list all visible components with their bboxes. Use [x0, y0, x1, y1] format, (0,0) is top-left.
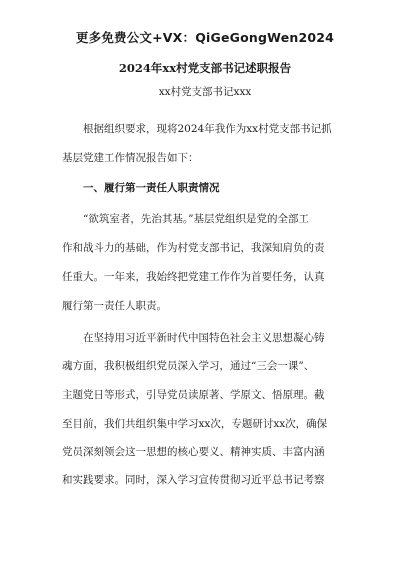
promo-banner: 更多免费公文+VX：QiGeGongWen2024 [75, 30, 335, 45]
paragraph-line: 主题党日等形式，引导党员读原著、学原文、悟原理。截 [62, 389, 325, 401]
paragraph-line: 作和战斗力的基础，作为村党支部书记，我深知肩负的责 [62, 242, 325, 254]
paragraph-line: 和实践要求。同时，深入学习宣传贯彻习近平总书记考察 [62, 474, 325, 486]
paragraph-line: 履行第一责任人职责。 [62, 300, 167, 312]
paragraph-line: 在坚持用习近平新时代中国特色社会主义思想凝心铸 [83, 332, 325, 344]
document-author: xx村党支部书记xxx [158, 86, 252, 98]
paragraph-line: 至目前，我们共组织集中学习xx次，专题研讨xx次，确保 [62, 418, 328, 430]
paragraph-line: 魂方面，我积极组织党员深入学习，通过“三会一课”、 [62, 360, 315, 372]
section-heading: 一、履行第一责任人职责情况 [83, 182, 220, 194]
paragraph-line: 党员深刻领会这一思想的核心要义、精神实质、丰富内涵 [62, 446, 325, 458]
paragraph-line: 根据组织要求，现将2024年我作为xx村党支部书记抓 [83, 123, 332, 135]
paragraph-line: 任重大。一年来，我始终把党建工作作为首要任务，认真 [62, 271, 325, 283]
paragraph-line: “欲筑室者，先治其基。”基层党组织是党的全部工 [83, 213, 309, 225]
paragraph-line: 基层党建工作情况报告如下： [62, 152, 199, 164]
document-title: 2024年xx村党支部书记述职报告 [118, 61, 292, 75]
